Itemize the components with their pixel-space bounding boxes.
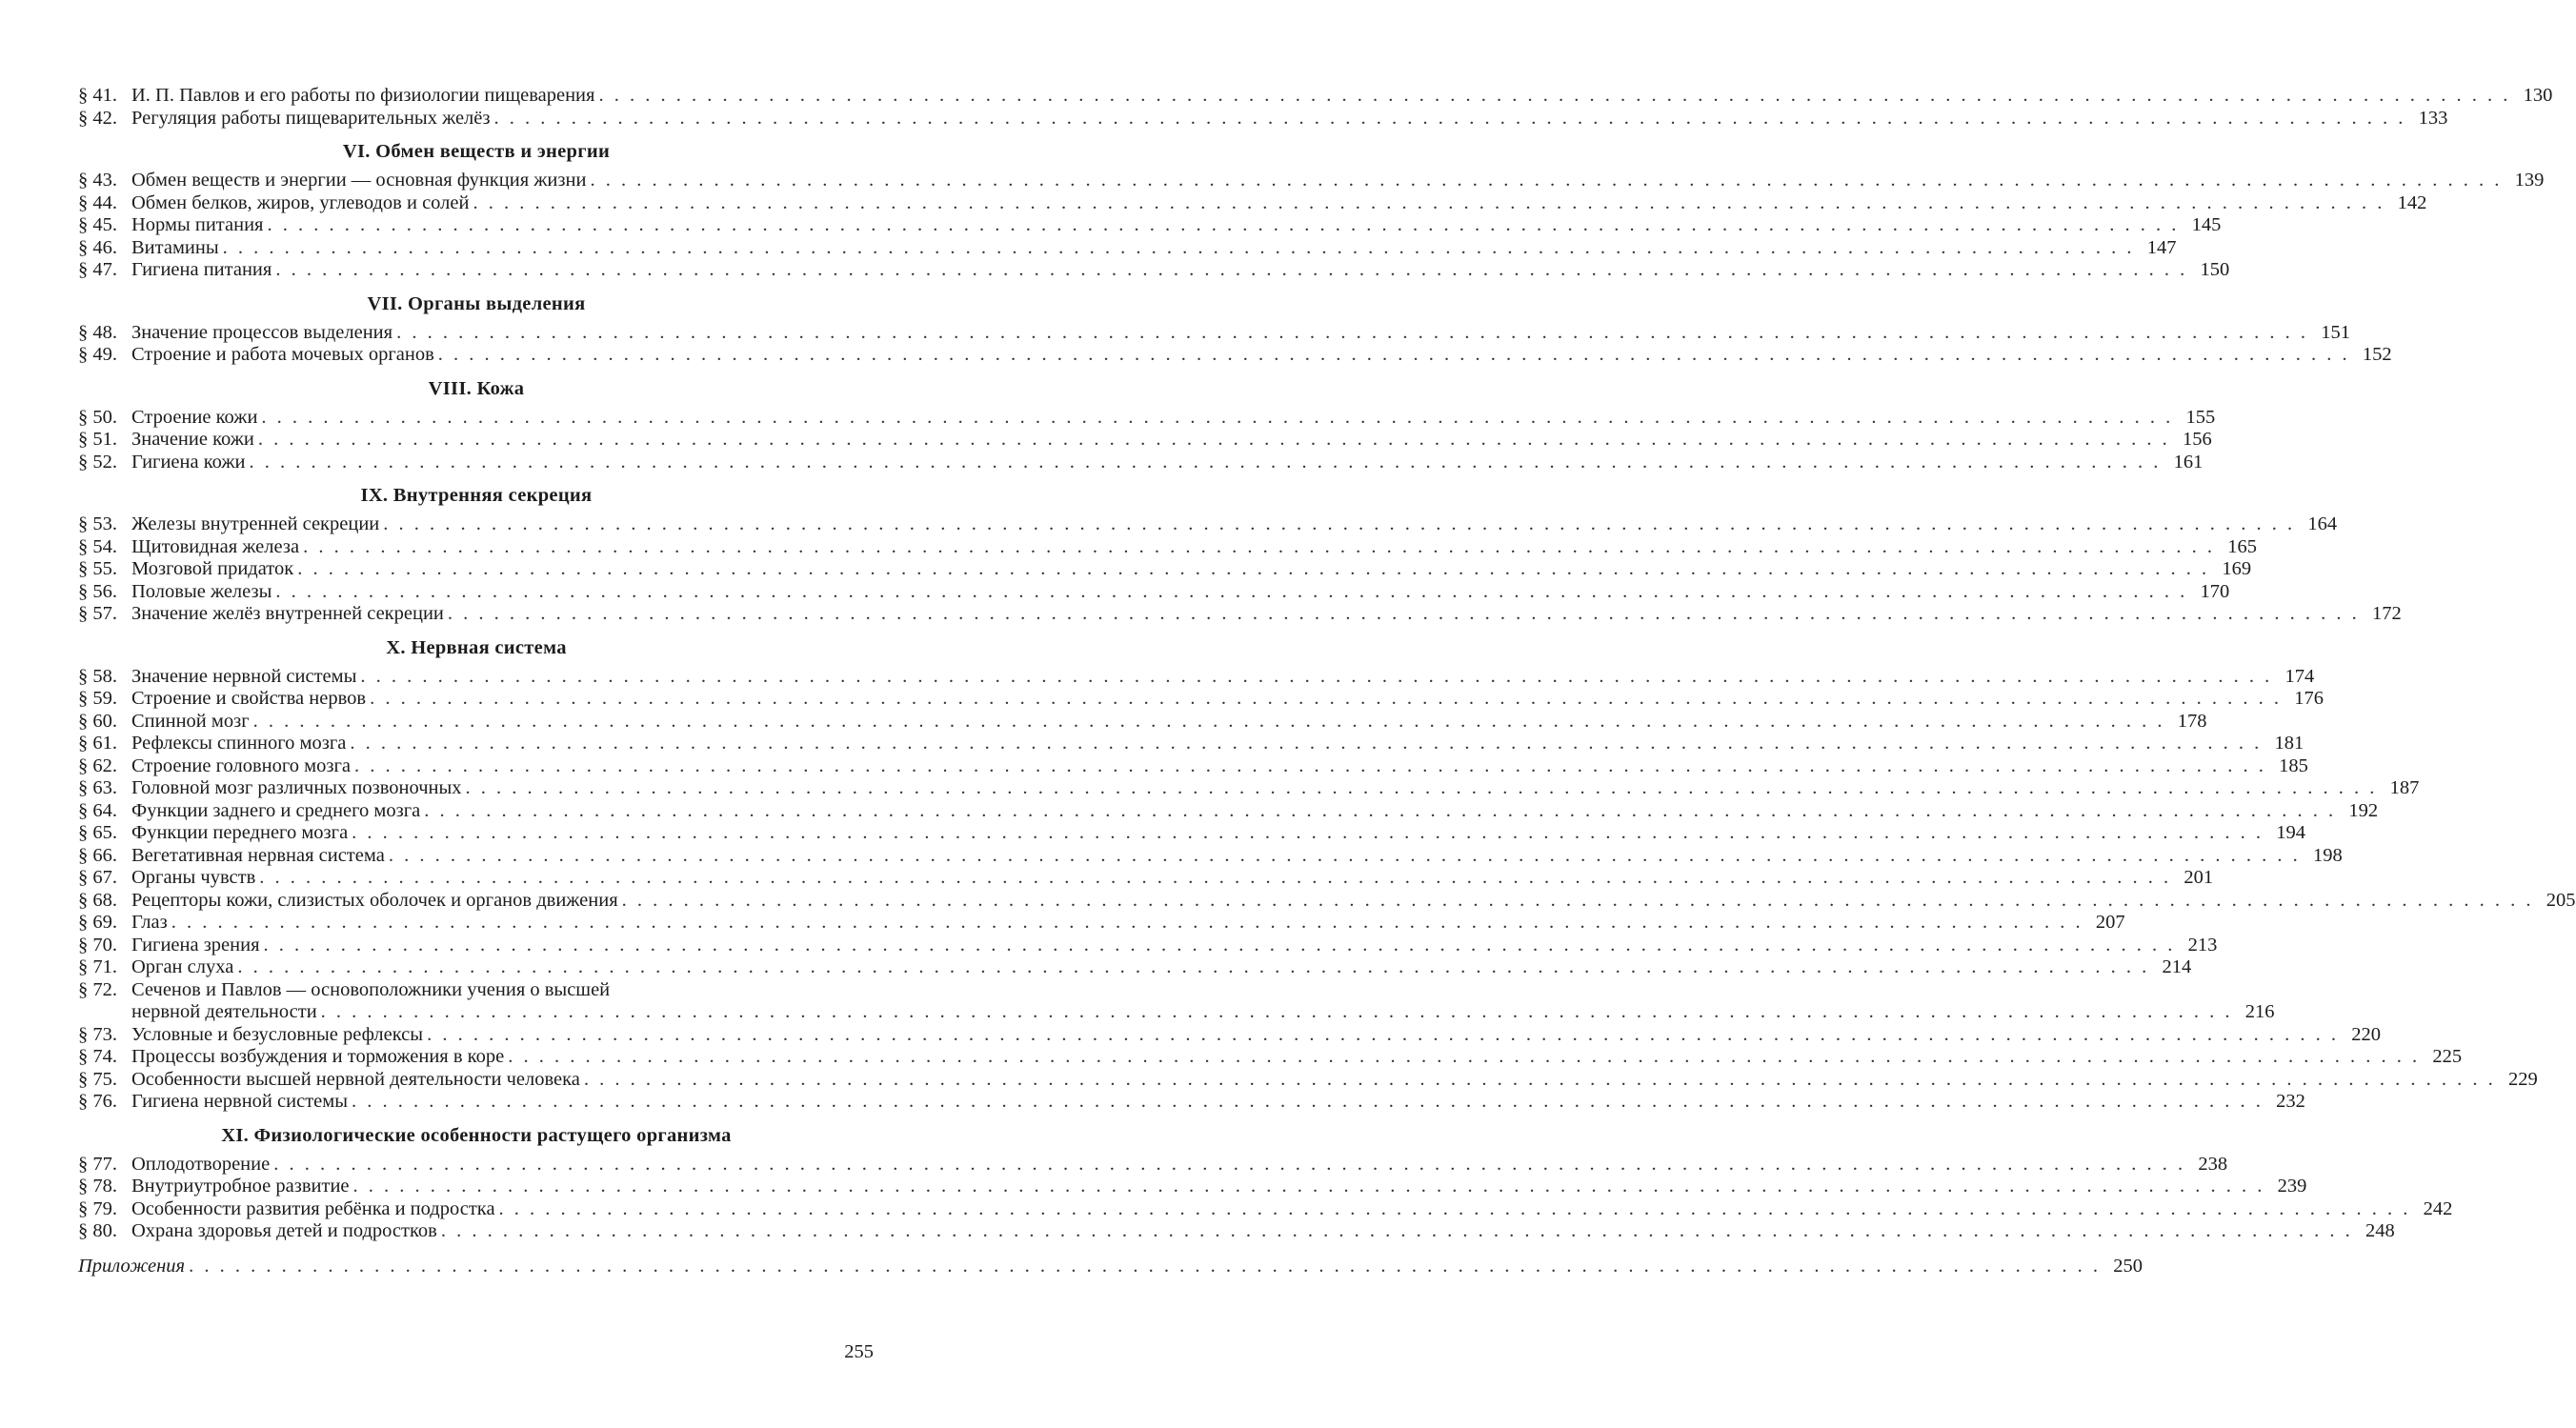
toc-entry [78,513,2338,536]
section-number: § 53. [78,513,117,534]
entry-page: 142 [2397,191,2427,213]
entry-title: Строение кожи [131,406,258,428]
section-number: § 65. [78,822,117,843]
entry-title: Строение и работа мочевых органов [131,344,434,365]
section-number: § 51. [78,429,117,450]
dot-leader [360,666,2272,689]
entry-page: 161 [2173,451,2204,473]
toc-entry [78,934,2218,957]
section-number: § 71. [78,956,117,977]
chapter-heading: VI. Обмен веществ и энергии [342,141,611,162]
section-number: § 44. [78,191,117,213]
entry-page: 172 [2372,603,2402,624]
section-number: § 47. [78,259,117,280]
entry-page: 152 [2362,344,2392,365]
toc-appendix [78,1255,2143,1278]
dot-leader [253,711,2165,734]
dot-leader [321,1001,2233,1024]
section-number: § 63. [78,777,117,798]
dot-leader [258,429,2170,452]
toc-entry [78,558,2252,581]
dot-leader [275,259,2187,282]
dot-leader [438,344,2350,367]
dot-leader [297,558,2209,581]
entry-title: Половые железы [131,580,272,602]
toc-entry [78,889,2576,913]
entry-page: 232 [2276,1091,2305,1112]
chapter-heading: VII. Органы выделения [367,292,586,314]
entry-page: 248 [2365,1220,2395,1241]
toc-entry [78,822,2306,845]
toc-entry [78,214,2222,237]
toc-entry [78,754,2308,778]
dot-leader [466,777,2378,800]
entry-page: 145 [2191,214,2222,235]
section-number: § 55. [78,558,117,579]
toc-entry [78,535,2257,559]
entry-page: 169 [2222,558,2252,579]
entry-title: Внутриутробное развитие [131,1176,350,1197]
entry-page: 216 [2244,1001,2275,1022]
entry-title: Значение процессов выделения [131,321,393,343]
toc-entry [78,580,2230,604]
section-number: § 74. [78,1046,117,1067]
entry-title: Значение кожи [131,429,254,450]
entry-page: 242 [2423,1197,2453,1219]
section-number: § 77. [78,1153,117,1175]
entry-page: 225 [2432,1046,2463,1067]
chapter-heading: X. Нервная система [386,636,567,658]
dot-leader [370,688,2282,711]
chapter-heading: VIII. Кожа [428,377,525,399]
entry-page: 170 [2200,580,2230,602]
dot-leader [622,890,2534,913]
section-number: § 41. [78,85,117,106]
entry-title: Строение головного мозга [131,754,351,776]
toc-entry [78,107,2448,131]
dot-leader [268,214,2180,237]
entry-title: Головной мозг различных позвоночных [131,777,462,798]
dot-leader [389,845,2301,868]
dot-leader [598,85,2510,108]
dot-leader [352,822,2264,845]
section-number: § 72. [78,978,117,1000]
entry-title: Процессы возбуждения и торможения в коре [131,1046,505,1067]
toc-entry [78,867,2214,890]
toc-entry [78,688,2324,711]
dot-leader [494,108,2406,131]
section-number: § 73. [78,1023,117,1045]
dot-leader [396,322,2308,345]
toc-entry [78,844,2343,868]
entry-page: 214 [2162,956,2192,977]
dot-leader [189,1256,2101,1278]
entry-title: Глаз [131,912,168,933]
toc-entry [78,85,2553,108]
entry-title: Особенности высшей нервной деятельности человека [131,1068,580,1090]
section-number: § 42. [78,107,117,129]
toc-entry [78,451,2204,474]
dot-leader [427,1024,2339,1047]
toc-entry [78,170,2545,192]
entry-title: нервной деятельности [131,1001,317,1022]
entry-title: Функции заднего и среднего мозга [131,799,421,821]
appendix-page: 250 [2113,1255,2143,1277]
toc-entry [78,799,2379,823]
dot-leader [352,1091,2264,1114]
entry-title: Значение желёз внутренней секреции [131,603,444,624]
entry-page: 150 [2200,259,2230,280]
dot-leader [441,1220,2353,1243]
entry-title: Вегетативная нервная система [131,844,385,866]
entry-page: 176 [2294,688,2324,709]
section-number: § 49. [78,344,117,365]
entry-page: 220 [2351,1023,2381,1045]
appendix-title: Приложения [78,1255,186,1277]
entry-page: 165 [2227,535,2257,557]
section-number: § 60. [78,710,117,732]
dot-leader [354,755,2266,778]
table-of-contents [78,85,2576,1277]
dot-leader [237,956,2149,979]
entry-title: Рецепторы кожи, слизистых оболочек и органов движения [131,889,618,911]
section-number: § 76. [78,1091,117,1112]
entry-page: 205 [2546,889,2576,911]
toc-entry [78,777,2420,800]
entry-page: 185 [2279,754,2308,776]
toc-entry [78,710,2207,734]
toc-entry [78,956,2192,979]
toc-entry [78,1153,2228,1177]
section-number: § 48. [78,321,117,343]
entry-title: Мозговой придаток [131,558,294,579]
toc-entry [78,1176,2307,1198]
toc-entry [78,1068,2538,1092]
chapter-heading: IX. Внутренняя секреция [360,485,593,506]
dot-leader [353,1176,2265,1198]
dot-leader [499,1198,2411,1221]
entry-page: 174 [2284,665,2315,687]
dot-leader [273,1154,2185,1177]
dot-leader [383,513,2295,536]
dot-leader [424,800,2336,823]
section-number: § 78. [78,1176,117,1197]
entry-title: Щитовидная железа [131,535,300,557]
entry-page: 164 [2307,513,2338,534]
chapter-heading: XI. Физиологические особенности растущего организма [221,1124,732,1146]
entry-title: Гигиена нервной системы [131,1091,349,1112]
entry-page: 130 [2523,85,2553,106]
section-number: § 62. [78,754,117,776]
entry-title: Обмен веществ и энергии — основная функция жизни [131,170,587,191]
entry-page: 239 [2277,1176,2307,1197]
toc-entry [78,406,2216,430]
section-number: § 69. [78,912,117,933]
entry-page: 133 [2418,107,2448,129]
toc-entry [78,1197,2453,1221]
toc-entry [78,603,2402,626]
section-number: § 50. [78,406,117,428]
toc-entry [78,1220,2395,1243]
entry-title: Железы внутренней секреции [131,513,380,534]
section-number: § 80. [78,1220,117,1241]
toc-entry [78,979,875,1002]
entry-title: Гигиена зрения [131,934,260,955]
dot-leader [473,192,2385,215]
dot-leader [508,1046,2420,1069]
section-number: § 45. [78,214,117,235]
toc-entry [78,733,2304,755]
section-number: § 46. [78,236,117,258]
section-number: § 58. [78,665,117,687]
entry-page: 139 [2514,170,2545,191]
entry-page: 178 [2177,710,2207,732]
dot-leader [590,170,2502,192]
entry-title: Гигиена кожи [131,451,246,473]
entry-title: И. П. Павлов и его работы по физиологии пищеварения [131,85,595,106]
entry-title: Оплодотворение [131,1153,271,1175]
toc-entry [78,912,2125,935]
section-number: § 43. [78,170,117,191]
dot-leader [223,237,2135,260]
entry-page: 155 [2185,406,2216,428]
entry-page: 207 [2095,912,2125,933]
entry-page: 229 [2508,1068,2538,1090]
section-number: § 67. [78,867,117,888]
entry-title: Обмен белков, жиров, углеводов и солей [131,191,470,213]
entry-title: Функции переднего мозга [131,822,349,843]
entry-page: 151 [2321,321,2350,343]
entry-page: 192 [2348,799,2379,821]
toc-entry [78,321,2350,345]
toc-entry [78,1023,2381,1047]
section-number: § 59. [78,688,117,709]
section-number: § 66. [78,844,117,866]
dot-leader [448,603,2360,626]
entry-title: Витамины [131,236,219,258]
entry-page: 194 [2276,822,2306,843]
entry-page: 213 [2187,934,2218,955]
entry-title: Строение и свойства нервов [131,688,367,709]
entry-title: Особенности развития ребёнка и подростка [131,1197,495,1219]
section-number: § 56. [78,580,117,602]
toc-entry [78,429,2212,452]
entry-title: Орган слуха [131,956,234,977]
dot-leader [584,1069,2496,1092]
entry-title: Значение нервной системы [131,665,357,687]
toc-entry [78,236,2177,260]
section-number: § 64. [78,799,117,821]
section-number: § 79. [78,1197,117,1219]
toc-entry [78,1091,2305,1114]
dot-leader [275,581,2187,604]
section-number: § 75. [78,1068,117,1090]
dot-leader [261,407,2173,430]
dot-leader [259,867,2171,890]
page-number: 255 [844,1341,874,1362]
entry-page: 201 [2184,867,2214,888]
dot-leader [303,536,2215,559]
entry-title: Регуляция работы пищеварительных желёз [131,107,491,129]
section-number: § 54. [78,535,117,557]
entry-title: Гигиена питания [131,259,272,280]
entry-title: Условные и безусловные рефлексы [131,1023,424,1045]
entry-page: 156 [2183,429,2212,450]
entry-title: Органы чувств [131,867,256,888]
entry-page: 238 [2198,1153,2228,1175]
toc-entry [78,665,2315,689]
entry-page: 181 [2274,733,2304,754]
entry-title: Рефлексы спинного мозга [131,733,347,754]
dot-leader [264,935,2176,957]
section-number: § 61. [78,733,117,754]
toc-entry [78,259,2230,282]
section-number: § 68. [78,889,117,911]
dot-leader [171,912,2083,935]
section-number: § 70. [78,934,117,955]
dot-leader [350,733,2262,755]
toc-entry [78,344,2392,367]
entry-title: Сеченов и Павлов — основоположники учения о высшей [131,978,611,1000]
dot-leader [250,452,2162,474]
entry-title: Охрана здоровья детей и подростков [131,1220,437,1241]
toc-entry [78,191,2427,215]
section-number: § 52. [78,451,117,473]
section-number: § 57. [78,603,117,624]
entry-page: 198 [2312,844,2343,866]
toc-entry [78,1001,2275,1024]
toc-entry [78,1046,2463,1069]
entry-title: Спинной мозг [131,710,250,732]
entry-title: Нормы питания [131,214,264,235]
entry-page: 187 [2389,777,2420,798]
entry-page: 147 [2146,236,2177,258]
